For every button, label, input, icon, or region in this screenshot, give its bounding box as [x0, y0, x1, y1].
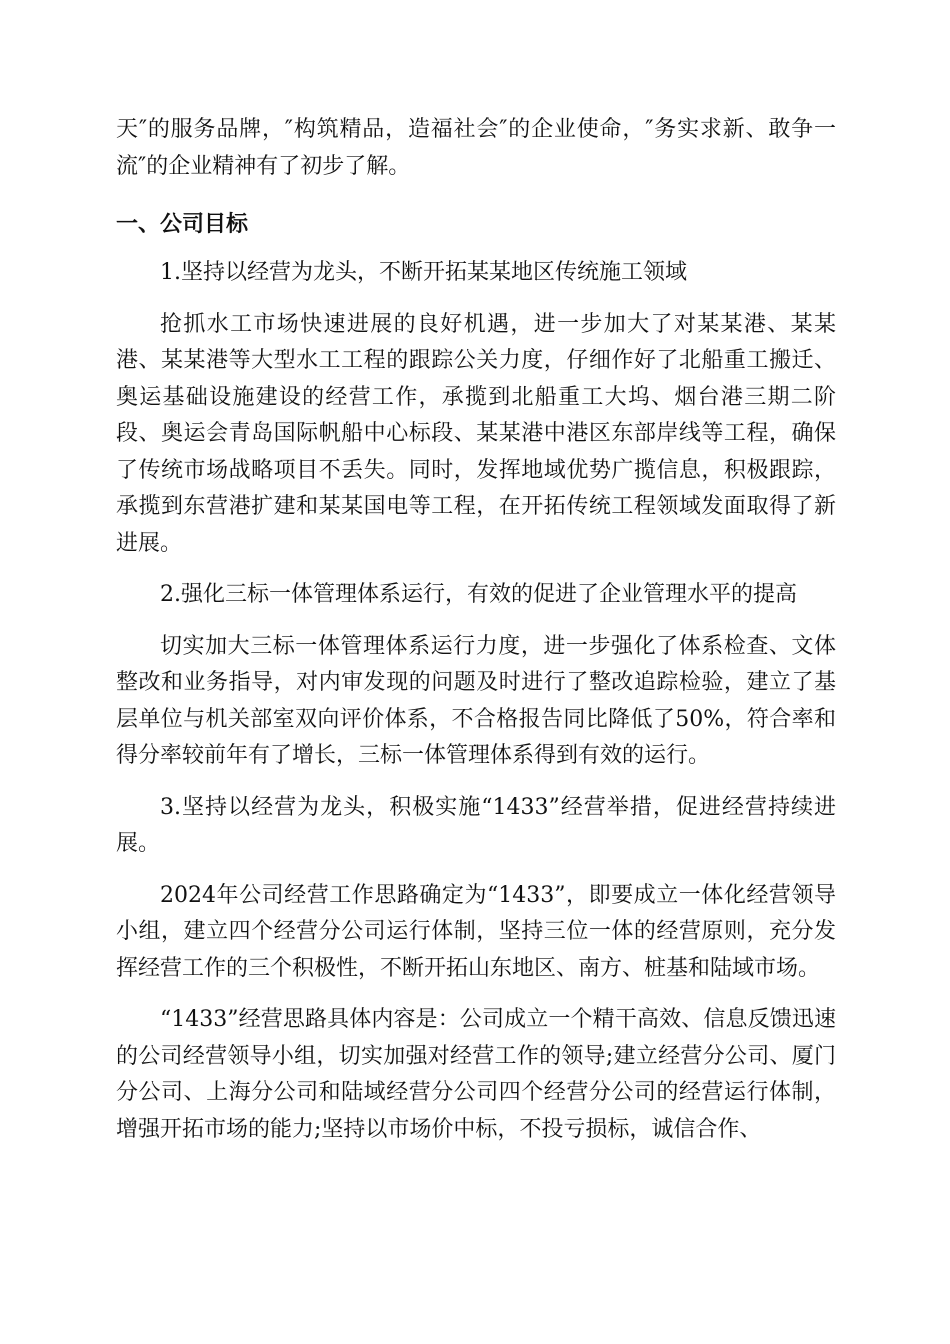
item2-body: 切实加大三标一体管理体系运行力度，进一步强化了体系检查、文体整改和业务指导，对内审发现的问题及时进行了整改追踪检验，建立了基层单位与机关部室双向评价体系，不合格报告同比降低了50%，符合率和得分率较前年有了增长，三标一体管理体系得到有效的运行。 — [116, 633, 836, 768]
item3-title: 3.坚持以经营为龙头，积极实施“1433”经营举措，促进经营持续进展。 — [116, 794, 836, 856]
item3-body-2: “1433”经营思路具体内容是：公司成立一个精干高效、信息反馈迅速的公司经营领导小组，切实加强对经营工作的领导;建立经营分公司、厦门分公司、上海分公司和陆域经营分公司四个经营分公司的经营运行体制，增强开拓市场的能力;坚持以市场价中标，不投亏损标，诚信合作、 — [116, 1007, 836, 1142]
section-heading: 一、公司目标 — [116, 212, 249, 237]
item1-title: 1.坚持以经营为龙头，不断开拓某某地区传统施工领域 — [160, 260, 687, 285]
item2-title: 2.强化三标一体管理体系运行，有效的促进了企业管理水平的提高 — [160, 582, 797, 607]
item3-body-1: 2024年公司经营工作思路确定为“1433”，即要成立一体化经营领导小组，建立四个经营分公司运行体制，坚持三位一体的经营原则，充分发挥经营工作的三个积极性，不断开拓山东地区、南方、桩基和陆域市场。 — [116, 882, 836, 981]
item1-body: 抢抓水工市场快速进展的良好机遇，进一步加大了对某某港、某某港、某某港等大型水工工程的跟踪公关力度，仔细作好了北船重工搬迁、奥运基础设施建设的经营工作，承揽到北船重工大坞、烟台港三期二阶段、奥运会青岛国际帆船中心标段、某某港中港区东部岸线等工程，确保了传统市场战略项目不丢失。同时，发挥地域优势广揽信息，积极跟踪，承揽到东营港扩建和某某国电等工程，在开拓传统工程领域发面取得了新进展。 — [116, 311, 836, 556]
intro-paragraph: 天″的服务品牌，″构筑精品，造福社会″的企业使命，″务实求新、敢争一流″的企业精神有了初步了解。 — [116, 117, 836, 179]
document-page — [116, 112, 836, 1148]
